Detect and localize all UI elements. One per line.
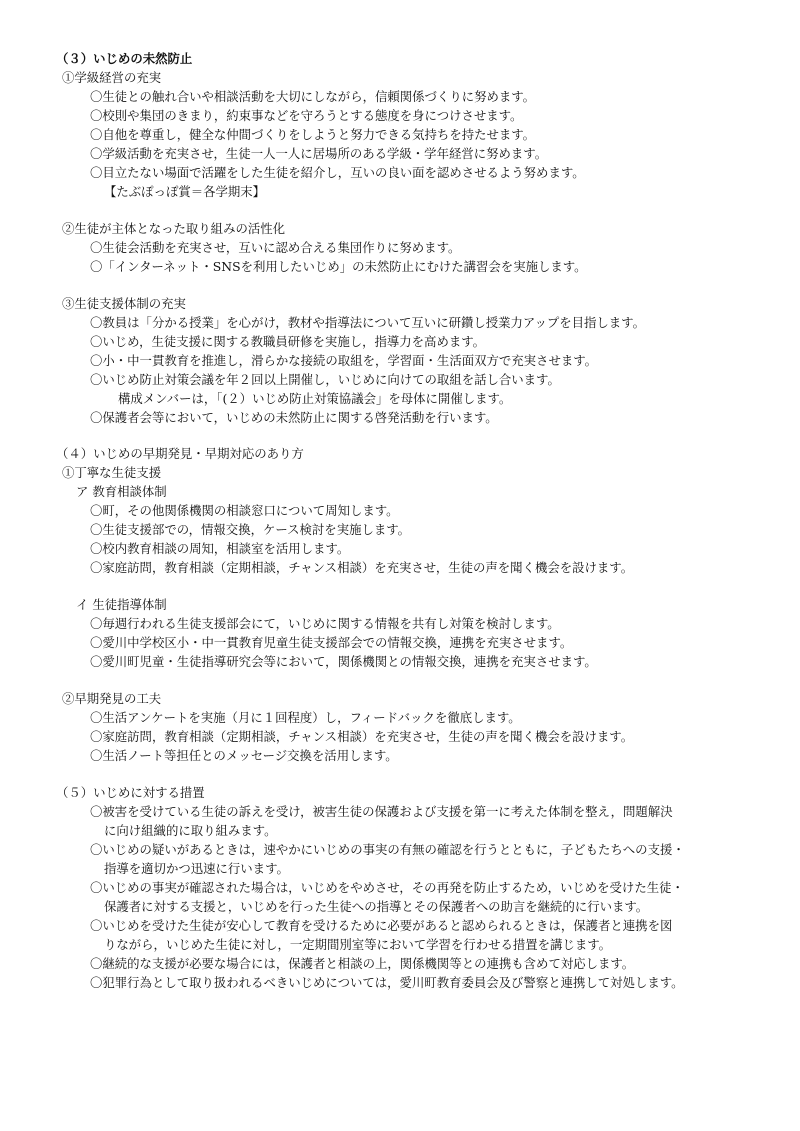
list-item: 〇いじめ，生徒支援に関する教職員研修を実施し，指導力を高めます。 (90, 334, 486, 349)
list-item: 〇いじめを受けた生徒が安心して教育を受けるために必要があると認められるときは，保護者と連携を図 (90, 918, 673, 933)
list-item: 〇目立たない場面で活躍をした生徒を紹介し，互いの良い面を認めさせるよう努めます。 (90, 165, 585, 180)
list-item: 〇「インターネット・SNSを利用したいじめ」の未然防止にむけた講習会を実施します。 (90, 259, 587, 274)
list-item: 〇いじめの事実が確認された場合は，いじめをやめさせ，その再発を防止するため，いじめを受けた生徒・ (90, 880, 684, 895)
list-item: 〇小・中一貫教育を推進し，滑らかな接続の取組を，学習面・生活面双方で充実させます。 (90, 353, 598, 368)
list-item: 〇愛川中学校区小・中一貫教育児童生徒支援部会での情報交換，連携を充実させます。 (90, 635, 573, 650)
list-item: 〇自他を尊重し，健全な仲間づくりをしようと努力できる気持ちを持たせます。 (90, 127, 536, 142)
list-item: 〇家庭訪問，教育相談（定期相談，チャンス相談）を充実させ，生徒の声を聞く機会を設けます。 (90, 729, 634, 744)
item-heading: イ 生徒指導体制 (76, 597, 167, 612)
list-item: 〇いじめの疑いがあるときは，速やかにいじめの事実の有無の確認を行うとともに，子どもたちへの支援・ (90, 842, 685, 857)
list-item: 〇愛川町児童・生徒指導研究会等において，関係機関との情報交換，連携を充実させます。 (90, 654, 597, 669)
award-note: 【たぶぽっぽ賞＝各学期末】 (104, 184, 266, 199)
list-item: 〇生徒支援部での，情報交換，ケース検討を実施します。 (90, 522, 411, 537)
member-note: 構成メンバーは，「(２）いじめ防止対策協議会」を母体に開催します。 (118, 391, 512, 406)
subsection-heading: ①丁寧な生徒支援 (62, 465, 162, 480)
list-item: 〇町，その他関係機関の相談窓口について周知します。 (90, 503, 399, 518)
list-item-continuation: 保護者に対する支援と，いじめを行った生徒への指導とその保護者への助言を継続的に行います。 (104, 899, 649, 914)
subsection-heading: ②生徒が主体となった取り組みの活性化 (62, 221, 286, 236)
section-5-title: （５）いじめに対する措置 (56, 785, 205, 800)
list-item: 〇教員は「分かる授業」を心がけ，教材や指導法について互いに研鑽し授業力アップを目指します。 (90, 315, 645, 330)
list-item: 〇家庭訪問，教育相談（定期相談，チャンス相談）を充実させ，生徒の声を聞く機会を設けます。 (90, 560, 634, 575)
list-item-continuation: 指導を適切かつ迅速に行います。 (104, 861, 289, 876)
section-3-title: （３）いじめの未然防止 (56, 51, 193, 66)
list-item: 〇継続的な支援が必要な場合には，保護者と相談の上，関係機関等との連携も含めて対応します。 (90, 956, 635, 971)
list-item: 〇生徒との触れ合いや相談活動を大切にしながら，信頼関係づくりに努めます。 (90, 89, 536, 104)
list-item: 〇被害を受けている生徒の訴えを受け，被害生徒の保護および支援を第一に考えた体制を整え，問題解決 (90, 804, 673, 819)
subsection-heading: ①学級経営の充実 (62, 70, 162, 85)
list-item: 〇学級活動を充実させ，生徒一人一人に居場所のある学級・学年経営に努めます。 (90, 146, 548, 161)
list-item-continuation: に向け組織的に取り組みます。 (104, 823, 277, 838)
section-4-title: （４）いじめの早期発見・早期対応のあり方 (56, 446, 304, 461)
list-item: 〇校内教育相談の周知，相談室を活用します。 (90, 541, 350, 556)
list-item: 〇生活ノート等担任とのメッセージ交換を活用します。 (90, 748, 398, 763)
list-item: 〇生徒会活動を充実させ，互いに認め合える集団作りに努めます。 (90, 240, 461, 255)
list-item: 〇犯罪行為として取り扱われるべきいじめについては，愛川町教育委員会及び警察と連携して対処します。 (90, 975, 684, 990)
list-item: 〇校則や集団のきまり，約束事などを守ろうとする態度を身につけさせます。 (90, 108, 523, 123)
list-item: 〇生活アンケートを実施（月に１回程度）し，フィードバックを徹底します。 (90, 710, 521, 725)
list-item: 〇毎週行われる生徒支援部会にて，いじめに関する情報を共有し対策を検討します。 (90, 616, 560, 631)
list-item: 〇保護者会等において，いじめの未然防止に関する啓発活動を行います。 (90, 410, 498, 425)
list-item: 〇いじめ防止対策会議を年２回以上開催し，いじめに向けての取組を話し合います。 (90, 372, 560, 387)
list-item-continuation: りながら，いじめた生徒に対し，一定期間別室等において学習を行わせる措置を講じます。 (104, 937, 612, 952)
subsection-heading: ③生徒支援体制の充実 (62, 296, 186, 311)
item-heading: ア 教育相談体制 (76, 484, 167, 499)
subsection-heading: ②早期発見の工夫 (62, 691, 162, 706)
